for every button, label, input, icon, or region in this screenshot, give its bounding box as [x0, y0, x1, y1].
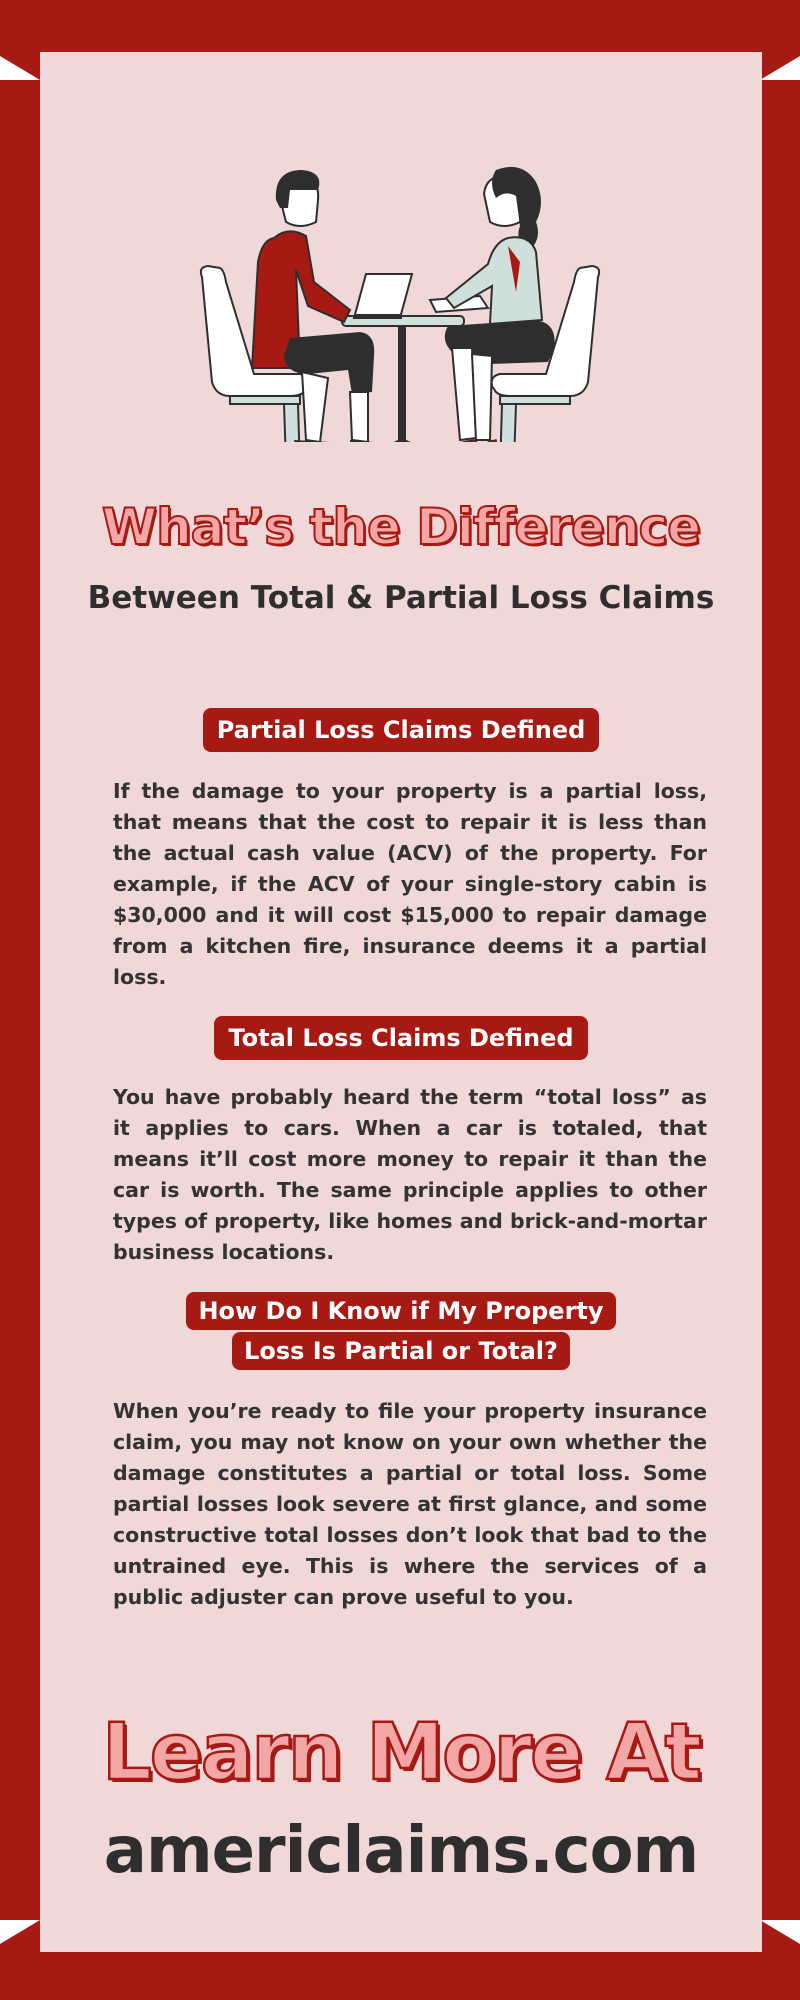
section-body-partial: If the damage to your property is a partial loss, that means that the cost to repair it is less than the actual cash value (ACV) of the property. For example, if the ACV of your single-story cabin is $30,000 and it will cost $15,000 to repair damage from a kitchen fire, insurance deems it a partial loss.: [113, 779, 707, 989]
section-heading-wrap: [40, 1016, 762, 1060]
page-subtitle: Between Total & Partial Loss Claims: [87, 580, 715, 616]
section-heading-partial: Partial Loss Claims Defined: [203, 708, 600, 752]
section-heading-wrap: [40, 1332, 762, 1370]
section-heading-howto-line2: Loss Is Partial or Total?: [232, 1332, 570, 1370]
section-heading-howto-line1: How Do I Know if My Property: [186, 1292, 615, 1330]
content-panel: [40, 52, 762, 1952]
website-url[interactable]: americlaims.com: [103, 1814, 699, 1888]
cta-heading: Learn More At: [102, 1708, 700, 1798]
section-body-total: You have probably heard the term “total loss” as it applies to cars. When a car is totaled, that means it’ll cost more money to repair it than the car is worth. The same principle applies to other types of property, like homes and brick-and-mortar business locations.: [113, 1085, 707, 1264]
page-title: What’s the Difference: [101, 498, 701, 556]
section-heading-wrap: [40, 1292, 762, 1330]
section-body-howto: When you’re ready to file your property insurance claim, you may not know on your own whether the damage constitutes a partial or total loss. Some partial losses look severe at first glance, and some constructive total losses don’t look that bad to the untrained eye. This is where the services of a public adjuster can prove useful to you.: [113, 1399, 707, 1609]
two-people-at-table-illustration: [190, 142, 610, 442]
section-heading-total: Total Loss Claims Defined: [214, 1016, 587, 1060]
section-heading-wrap: [40, 708, 762, 752]
